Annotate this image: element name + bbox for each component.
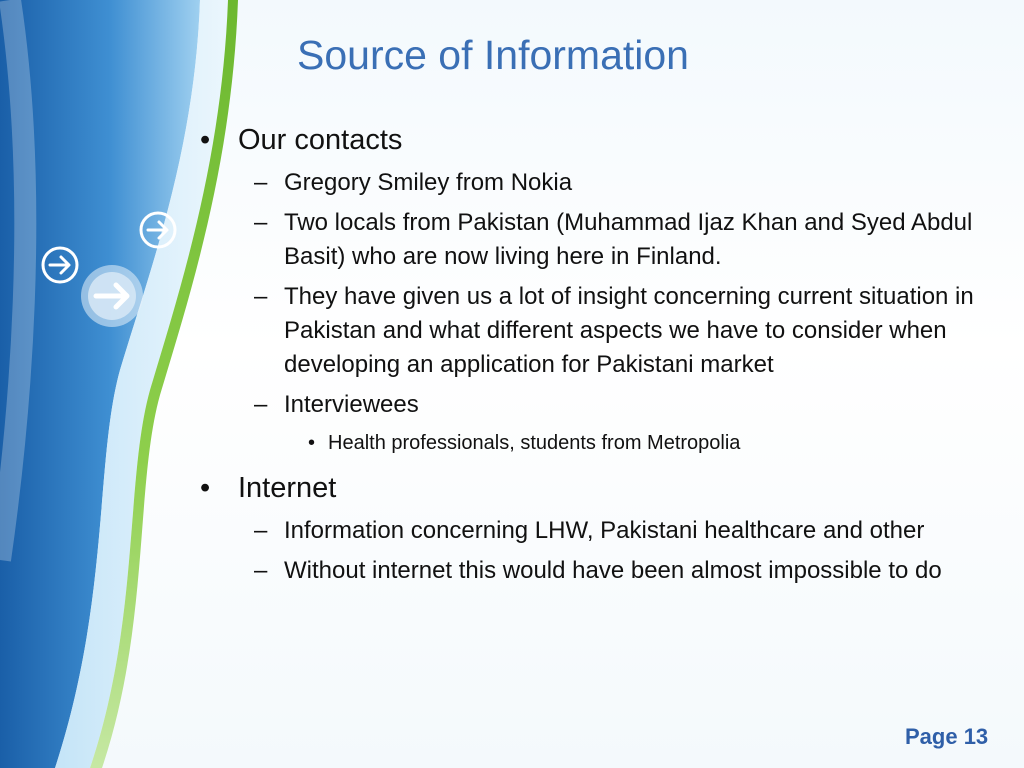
bullet-dot: • <box>200 472 211 504</box>
sub-bullet-item <box>254 554 984 588</box>
sub-sub-bullet-item <box>308 428 980 458</box>
dash-marker: – <box>254 557 268 584</box>
slide-title: Source of Information <box>297 32 689 78</box>
sub-bullet-text: Information concerning LHW, Pakistani healthcare and other <box>284 517 925 544</box>
bullet-item <box>200 122 980 158</box>
bullet-item <box>200 470 980 506</box>
dash-marker: – <box>254 169 268 196</box>
sub-bullet-text: Interviewees <box>284 391 419 418</box>
arrow-circle-icon <box>78 262 146 330</box>
sub-bullet-item <box>254 166 984 200</box>
dash-marker: – <box>254 391 268 418</box>
bullet-text: Our contacts <box>238 124 403 156</box>
arrow-circle-icon <box>40 245 80 285</box>
dash-marker: – <box>254 517 268 544</box>
sub-bullet-item <box>254 280 984 382</box>
sub-bullet-text: They have given us a lot of insight concerning current situation in Pakistan and what different aspects we have to consider when developing an application for Pakistani market <box>284 283 974 378</box>
page-number: Page 13 <box>905 724 989 749</box>
sub-bullet-text: Without internet this would have been almost impossible to do <box>284 557 942 584</box>
slide-content <box>200 122 980 594</box>
sub-bullet-text: Two locals from Pakistan (Muhammad Ijaz Khan and Syed Abdul Basit) who are now living here in Finland. <box>284 209 973 270</box>
sub-bullet-text: Gregory Smiley from Nokia <box>284 169 573 196</box>
sub-bullet-item <box>254 206 984 274</box>
bullet-text: Internet <box>238 472 337 504</box>
sub-bullet-item <box>254 514 984 548</box>
bullet-dot: • <box>308 432 316 454</box>
bullet-dot: • <box>200 124 211 156</box>
dash-marker: – <box>254 283 268 310</box>
sub-sub-bullet-text: Health professionals, students from Metropolia <box>328 432 741 454</box>
dash-marker: – <box>254 209 268 236</box>
sub-bullet-item <box>254 388 984 422</box>
arrow-circle-icon <box>138 210 178 250</box>
